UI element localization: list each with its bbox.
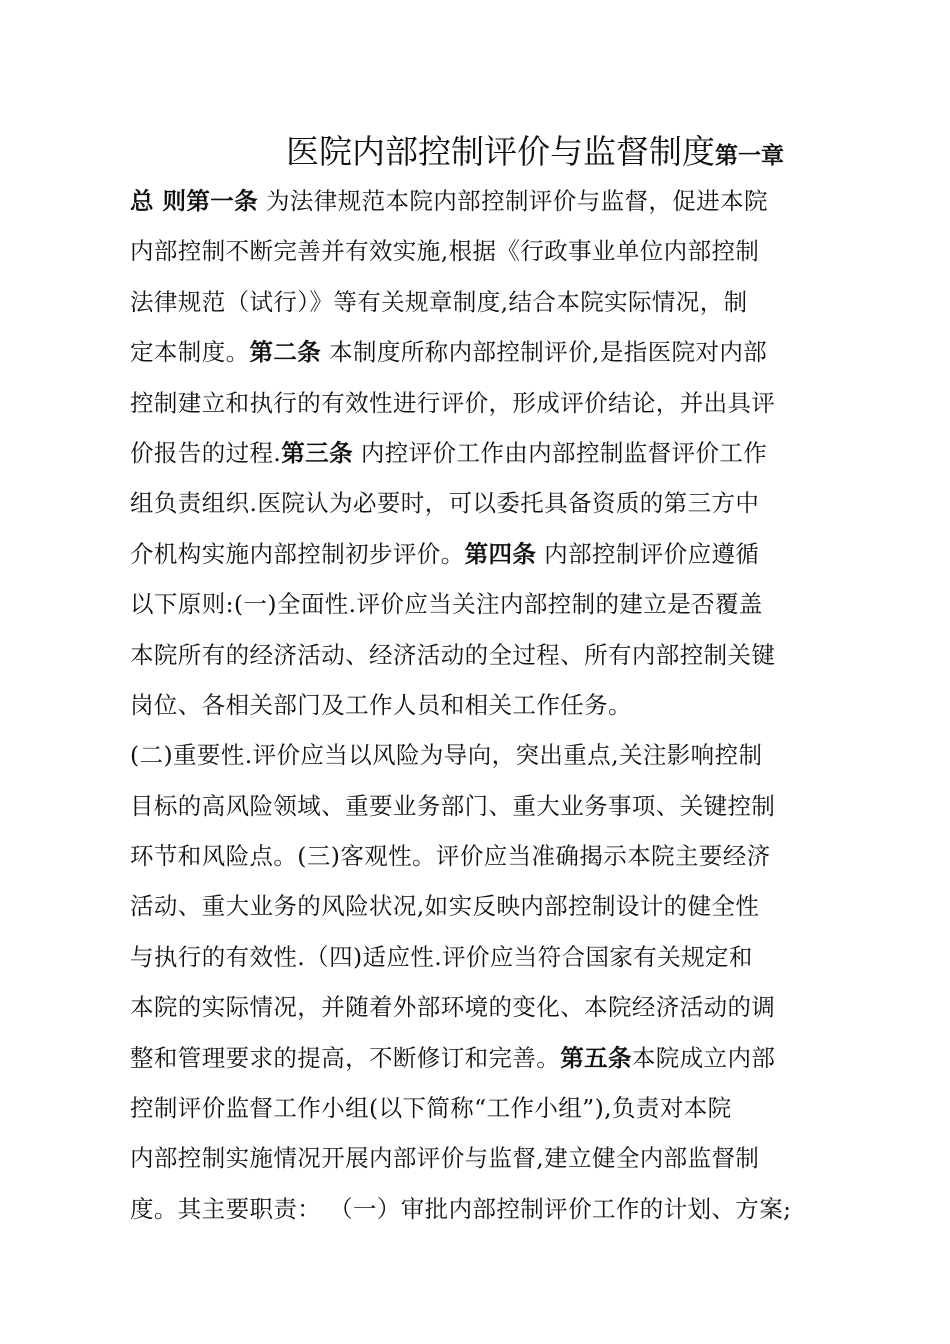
- body-text-segment: 整和管理要求的提高，不断修订和完善。: [130, 1043, 561, 1072]
- text-line: [130, 428, 830, 478]
- text-line: [130, 579, 830, 629]
- text-line: [130, 1184, 830, 1234]
- body-text-segment: 法律规范（试行）》等有关规章制度,结合本院实际情况，制: [130, 287, 748, 316]
- article-heading: 第二条: [249, 338, 322, 367]
- text-line: [130, 478, 830, 528]
- body-text-segment: 控制评价监督工作小组(以下简称“工作小组”),负责对本院: [130, 1094, 732, 1123]
- document-title: 医院内部控制评价与监督制度: [286, 132, 715, 171]
- body-text-segment: 价报告的过程.: [130, 438, 282, 467]
- body-text-segment: 活动、重大业务的风险状况,如实反映内部控制设计的健全性: [130, 892, 760, 921]
- text-line: [130, 226, 830, 276]
- body-text-segment: 本院的实际情况，并随着外部环境的变化、本院经济活动的调: [130, 993, 776, 1022]
- article-heading: 总 则第一条: [130, 187, 259, 215]
- document-body: [130, 176, 830, 1234]
- body-text-segment: 内控评价工作由内部控制监督评价工作: [352, 438, 768, 467]
- body-text-segment: 本院所有的经济活动、经济活动的全过程、所有内部控制关键: [130, 640, 776, 669]
- body-text-segment: 为法律规范本院内部控制评价与监督，促进本院: [258, 187, 768, 215]
- body-text-segment: 内部控制评价应遵循: [536, 539, 760, 568]
- body-text-segment: 组负责组织.医院认为必要时，可以委托具备资质的第三方中: [130, 489, 760, 518]
- body-text-segment: 控制建立和执行的有效性进行评价，形成评价结论，并出具评: [130, 388, 776, 417]
- text-line: [130, 680, 830, 730]
- body-text-segment: 以下原则:(一)全面性.评价应当关注内部控制的建立是否覆盖: [130, 590, 763, 619]
- text-line: [130, 781, 830, 831]
- text-line: [130, 982, 830, 1032]
- body-text-segment: 与执行的有效性.（四)适应性.评价应当符合国家有关规定和: [130, 942, 753, 971]
- text-line: [130, 1133, 830, 1183]
- body-text-segment: (二)重要性.评价应当以风险为导向，突出重点,关注影响控制: [130, 741, 763, 770]
- body-text-segment: 内部控制实施情况开展内部评价与监督,建立健全内部监督制: [130, 1144, 760, 1173]
- body-text-segment: 度。其主要职责： （一）审批内部控制评价工作的计划、方案;: [130, 1194, 792, 1223]
- text-line: [130, 831, 830, 881]
- article-heading: 第五条: [560, 1043, 632, 1072]
- text-line: [130, 327, 830, 377]
- text-line: [130, 881, 830, 931]
- body-text-segment: 本院成立内部: [631, 1043, 776, 1072]
- body-text-segment: 环节和风险点。(三)客观性。评价应当准确揭示本院主要经济: [130, 842, 771, 871]
- text-line: [130, 1033, 830, 1083]
- chapter-heading: 第一章: [715, 143, 784, 169]
- body-text-segment: 目标的高风险领域、重要业务部门、重大业务事项、关键控制: [130, 791, 776, 820]
- text-line: [130, 932, 830, 982]
- text-line: [130, 176, 830, 226]
- article-heading: 第四条: [464, 539, 537, 568]
- body-text-segment: 介机构实施内部控制初步评价。: [130, 539, 465, 568]
- text-line: [130, 1083, 830, 1133]
- body-text-segment: 本制度所称内部控制评价,是指医院对内部: [321, 338, 768, 367]
- text-line: [130, 730, 830, 780]
- text-line: [130, 630, 830, 680]
- text-line: [130, 378, 830, 428]
- text-line: [130, 529, 830, 579]
- article-heading: 第三条: [281, 438, 353, 467]
- body-text-segment: 内部控制不断完善并有效实施,根据《行政事业单位内部控制: [130, 237, 760, 266]
- body-text-segment: 定本制度。: [130, 338, 250, 367]
- text-line: [130, 277, 830, 327]
- body-text-segment: 岗位、各相关部门及工作人员和相关工作任务。: [130, 690, 632, 719]
